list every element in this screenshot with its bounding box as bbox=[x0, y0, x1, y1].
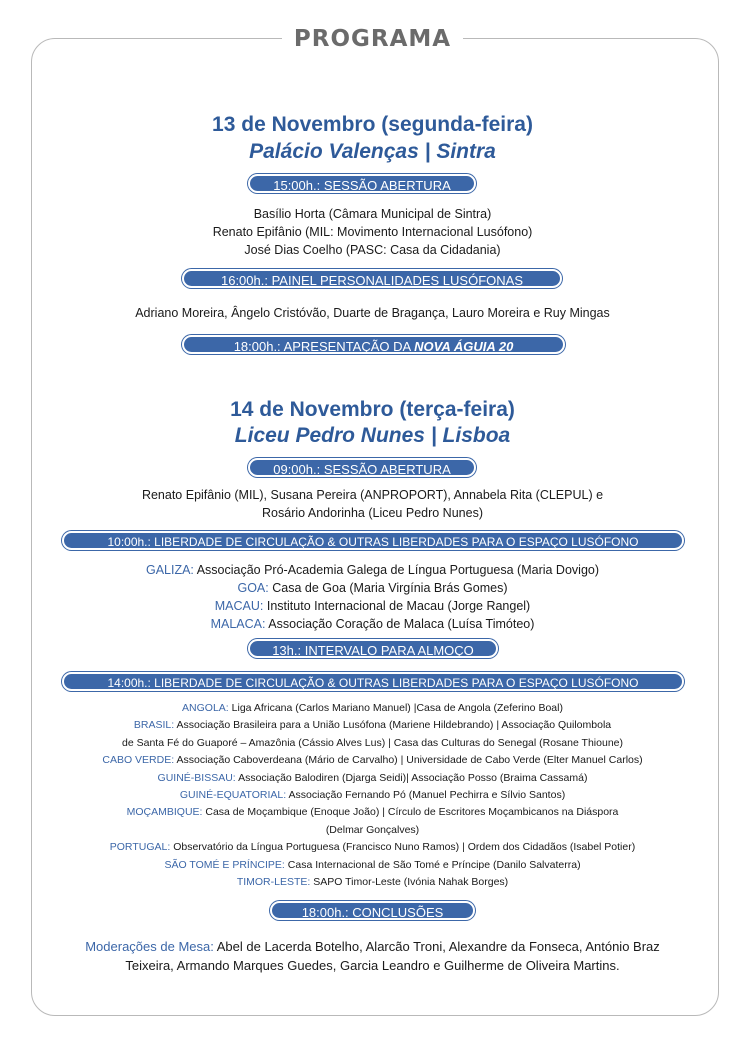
session-freedom-afternoon: 14:00h.: LIBERDADE DE CIRCULAÇÃO & OUTRAS LIBERDADES PARA O ESPAÇO LUSÓFONO bbox=[62, 672, 684, 691]
session-freedom-morning: 10:00h.: LIBERDADE DE CIRCULAÇÃO & OUTRAS LIBERDADES PARA O ESPAÇO LUSÓFONO bbox=[62, 531, 684, 550]
page-title: PROGRAMA bbox=[0, 26, 745, 52]
list-item: BRASIL: Associação Brasileira para a União Lusófona (Mariene Hildebrando) | Associação Quilombola bbox=[133, 719, 612, 732]
list-item: ANGOLA: Liga Africana (Carlos Mariano Manuel) |Casa de Angola (Zeferino Boal) bbox=[182, 702, 563, 714]
list-item: PORTUGAL: Observatório da Língua Portuguesa (Francisco Nuno Ramos) | Ordem dos Cidadãos (Isabel Potier) bbox=[109, 841, 636, 854]
day2-date: 14 de Novembro (terça-feira) bbox=[230, 398, 515, 421]
day1-date: 13 de Novembro (segunda-feira) bbox=[212, 113, 533, 136]
session-opening-day1-speakers: Basílio Horta (Câmara Municipal de Sintra) Renato Epifânio (MIL: Movimento Internacional Lusófono) José Dias Coelho (PASC: Casa da Cidadania) bbox=[212, 207, 533, 257]
session-opening-day1: 15:00h.: SESSÃO ABERTURA bbox=[248, 174, 476, 193]
list-item: MOÇAMBIQUE: Casa de Moçambique (Enoque João) | Círculo de Escritores Moçambicanos na Diáspora bbox=[126, 806, 619, 819]
session-opening-day2-speakers: Renato Epifânio (MIL), Susana Pereira (ANPROPORT), Annabela Rita (CLEPUL) e Rosário Andorinha (Liceu Pedro Nunes) bbox=[141, 488, 604, 520]
list-item: GUINÉ-EQUATORIAL: Associação Fernando Pó (Manuel Pechirra e Sílvio Santos) bbox=[179, 789, 566, 802]
list-item: GUINÉ-BISSAU: Associação Balodiren (Djarga Seidi)| Associação Posso (Braima Cassamá) bbox=[157, 771, 588, 784]
session-panel-lusophone: 16:00h.: PAINEL PERSONALIDADES LUSÓFONAS bbox=[182, 269, 562, 288]
list-item: (Delmar Gonçalves) bbox=[325, 823, 420, 836]
list-item: MACAU: Instituto Internacional de Macau (Jorge Rangel) bbox=[214, 599, 531, 613]
session-lunch: 13h.: INTERVALO PARA ALMOÇO bbox=[248, 639, 498, 658]
list-item: GALIZA: Associação Pró-Academia Galega de Língua Portuguesa (Maria Dovigo) bbox=[145, 563, 600, 577]
list-item: de Santa Fé do Guaporé – Amazônia (Cássio Alves Lus) | Casa das Culturas do Senegal (Rosane Thioune) bbox=[122, 736, 623, 749]
list-item: SÃO TOMÉ E PRÍNCIPE: Casa Internacional de São Tomé e Príncipe (Danilo Salvaterra) bbox=[164, 858, 581, 871]
session-presentation: 18:00h.: APRESENTAÇÃO DA NOVA ÁGUIA 20 bbox=[182, 335, 565, 354]
list-item: MALACA: Associação Coração de Malaca (Luísa Timóteo) bbox=[210, 617, 535, 631]
freedom-afternoon-list bbox=[0, 700, 745, 891]
list-item: TIMOR-LESTE: SAPO Timor-Leste (Ivónia Nahak Borges) bbox=[236, 876, 509, 889]
freedom-morning-list bbox=[0, 561, 745, 633]
list-item: CABO VERDE: Associação Caboverdeana (Mário de Carvalho) | Universidade de Cabo Verde (Elter Manuel Carlos) bbox=[102, 754, 643, 767]
list-item: GOA: Casa de Goa (Maria Virgínia Brás Gomes) bbox=[237, 581, 508, 595]
panel-speakers: Adriano Moreira, Ângelo Cristóvão, Duarte de Bragança, Lauro Moreira e Ruy Mingas bbox=[135, 306, 610, 320]
day2-place: Liceu Pedro Nunes | Lisboa bbox=[234, 424, 511, 447]
session-opening-day2: 09:00h.: SESSÃO ABERTURA bbox=[248, 458, 476, 477]
day1-place: Palácio Valenças | Sintra bbox=[249, 140, 496, 163]
moderation: Moderações de Mesa: Abel de Lacerda Botelho, Alarcão Troni, Alexandre da Fonseca, António Braz Teixeira, Armando Marques Guedes, Garcia Leandro e Guilherme de Oliveira Martins. bbox=[85, 939, 660, 973]
session-conclusions: 18:00h.: CONCLUSÕES bbox=[270, 901, 475, 920]
